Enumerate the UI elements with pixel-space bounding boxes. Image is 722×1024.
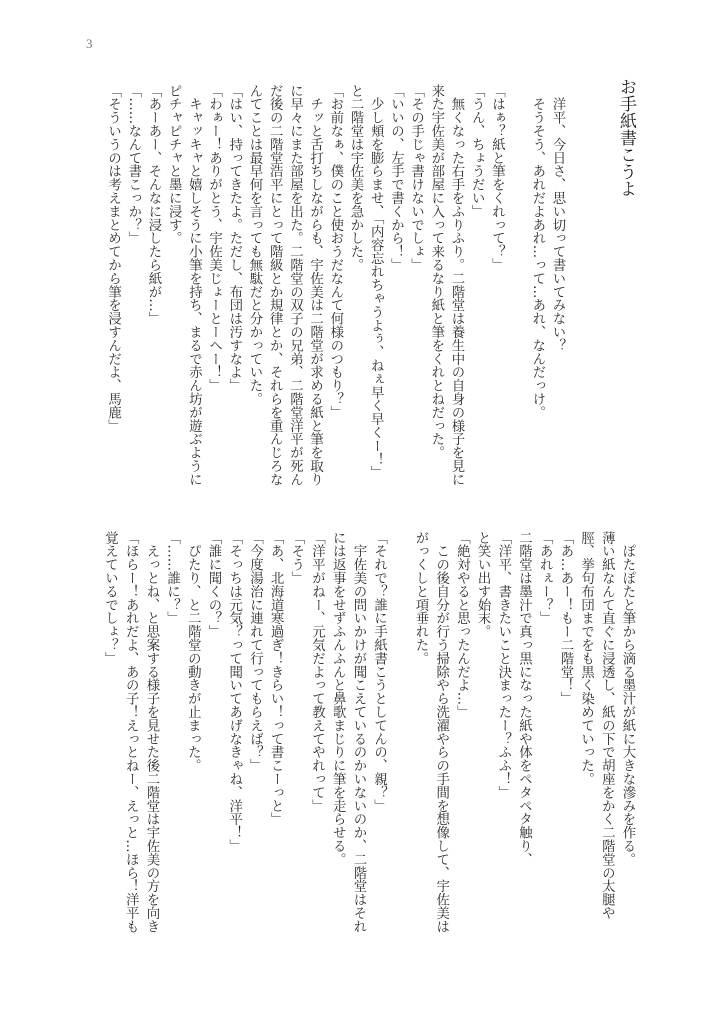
text-line: チッと舌打ちしながらも、宇佐美は二階堂が求める紙と筆を取り: [307, 84, 323, 486]
text-line: 少し頬を膨らませ、「内容忘れちゃうよぅ、ねぇ早く早くー！」: [368, 84, 384, 480]
text-line: に早々にまた部屋を出た。二階堂の双子の兄弟、二階堂洋平が死ん: [287, 84, 303, 486]
text-line: 「そういうのは考えまとめてから筆を浸すんだよ、馬鹿」: [105, 84, 121, 433]
text-line: 無くなった右手をふりふり。二階堂は養生中の自身の様子を見に: [449, 84, 464, 486]
text-line: 「絶対やると思ったんだよ…」: [454, 531, 470, 719]
text-line: 「はぁ？紙と筆をくれって？」: [489, 84, 505, 272]
text-line: 洋平、今日さ、思い切って書いてみない？: [550, 84, 565, 352]
text-line: そうそう、あれだよあれ…って…あれ、なんだっけ。: [529, 84, 545, 419]
text-line: 二階堂は墨汁で真っ黒になった紙や体をペタペタ触り、: [516, 531, 532, 866]
text-line: ピチャピチャと墨に浸す。: [166, 84, 182, 245]
text-line: 「ほらー！あれだよ、あの子！えっとねー、えっと…ほら！洋平も: [123, 531, 139, 933]
text-line: 覚えているでしょ？」: [102, 531, 118, 665]
text-line: 「いいの、左手で書くから！」: [388, 84, 404, 272]
text-line: キャッキャと嬉しそうに小筆を持ち、まるで赤ん坊が遊ぶように: [186, 84, 202, 486]
text-line: 「うん、ちょうだい」: [469, 84, 485, 218]
text-line: 「誰に聞くの？」: [206, 531, 221, 639]
text-line: と笑い出す始末。: [475, 531, 491, 639]
text-line: 「はい、持ってきたよ。ただし、布団は汚すなよ」: [226, 84, 242, 393]
text-line: えっとね、と思案する様子を見せた後二階堂は宇佐美の方を向き: [143, 531, 159, 933]
text-line: ぴたり、と二階堂の動きが止まった。: [185, 531, 201, 773]
text-line: 来た宇佐美が部屋に入って来るなり紙と筆をくれとねだった。: [428, 84, 444, 460]
text-line: 「そっちは元気？って聞いてあげなきゃね、洋平！」: [226, 531, 242, 853]
text-line: 「……誰に？」: [164, 531, 180, 625]
text-line: 宇佐美の問いかけが聞こえているのかいないのか、二階堂はそれ: [350, 531, 366, 933]
text-line: ぽたぽたと筆から滴る墨汁が紙に大きな滲みを作る。: [620, 531, 635, 866]
text-line: 「洋平、書きたいこと決まったー？ふふ！」: [495, 531, 511, 799]
text-line: 「洋平がねー、元気だよって教えてやれって」: [309, 531, 325, 813]
text-line: んてことは最早何を言っても無駄だと分かっていた。: [247, 84, 262, 406]
page-number: 3: [86, 36, 93, 51]
text-line: 「その手じゃ書けないでしょ」: [408, 84, 424, 272]
text-line: 「あ、北海道寒過ぎ！きらい！って書こーっと」: [268, 531, 284, 826]
story-title: お手紙書こうよ: [616, 78, 636, 197]
text-line: と二階堂は宇佐美を急かした。: [348, 84, 363, 272]
text-line: には返事をせずふんふんと鼻歌まじりに筆を走らせる。: [330, 531, 346, 866]
text-line: 脛、挙句布団までをも黒く染めていった。: [578, 531, 594, 786]
text-line: 「そう」: [288, 531, 304, 585]
text-line: 「あれぇー？」: [537, 531, 553, 625]
text-line: 薄い紙なんて直ぐに浸透し、紙の下で胡座をかく二階堂の太腿や: [599, 531, 615, 920]
text-line: 「あーあー、そんなに浸したら紙が…」: [146, 84, 161, 326]
text-line: だ後の二階堂浩平にとって階級とか規律とか、それらを重んじろな: [267, 84, 283, 486]
text-line: 「……なんて書こっか？」: [125, 84, 141, 245]
text-line: 「あ…あー！もー二階堂！」: [557, 531, 573, 706]
text-line: 「それで？誰に手紙書こうとしてんの、親？」: [371, 531, 387, 813]
text-line: がっくしと項垂れた。: [413, 531, 428, 665]
text-line: この後自分が行う掃除やら洗濯やらの手間を想像して、宇佐美は: [433, 531, 449, 933]
text-line: 「お前なぁ、僕のこと使おうだなんて何様のつもり？」: [327, 84, 343, 419]
text-line: 「今度湯治に連れて行ってもらえば？」: [247, 531, 263, 773]
text-line: 「わぁー！ありがとう、宇佐美じょーとーへー！」: [206, 84, 222, 393]
